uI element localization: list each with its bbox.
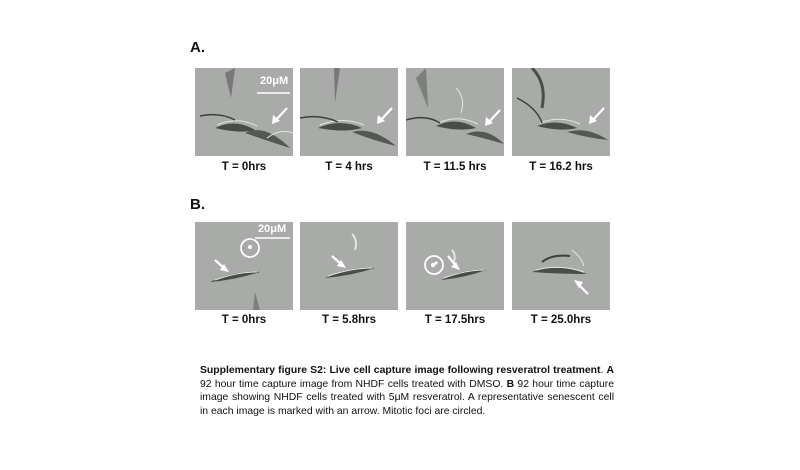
caption-a-label: A — [606, 365, 615, 376]
micrograph-a2 — [300, 68, 398, 156]
micrograph-a1 — [195, 68, 293, 156]
caption-b-label: B — [506, 378, 515, 390]
caption-separator: . — [600, 365, 607, 376]
time-label-b2: T = 5.8hrs — [321, 314, 376, 326]
scale-bar-label-b: 20μM — [258, 223, 287, 235]
time-label-a4: T = 16.2 hrs — [529, 161, 593, 173]
micrograph-b3 — [406, 222, 504, 310]
caption-a-text: 92 hour time capture image from NHDF cells treated with DMSO. — [200, 378, 507, 390]
panel-b-label: B. — [190, 196, 205, 213]
micrograph-b2 — [300, 222, 398, 310]
time-label-b1: T = 0hrs — [221, 314, 267, 326]
figure-caption — [200, 364, 614, 418]
micrograph-a3 — [406, 68, 504, 156]
time-label-a1: T = 0hrs — [221, 161, 267, 173]
micrograph-a4 — [512, 68, 610, 156]
micrograph-b1 — [195, 222, 293, 310]
caption-title: Supplementary figure S2: Live cell capture image following resveratrol treatment — [200, 365, 601, 376]
micrograph-b4 — [512, 222, 610, 310]
time-label-a2: T = 4 hrs — [325, 161, 373, 173]
time-label-b4: T = 25.0hrs — [530, 314, 592, 326]
time-label-b3: T = 17.5hrs — [424, 314, 486, 326]
caption-b-text: 92 hour time capture image showing NHDF cells treated with 5μM resveratrol. A representative senescent cell in each image is marked with an arrow. Mitotic foci are circled. — [200, 378, 614, 417]
scale-bar-label: 20μM — [260, 75, 289, 87]
panel-a-label: A. — [190, 39, 205, 56]
time-label-a3: T = 11.5 hrs — [423, 161, 487, 173]
